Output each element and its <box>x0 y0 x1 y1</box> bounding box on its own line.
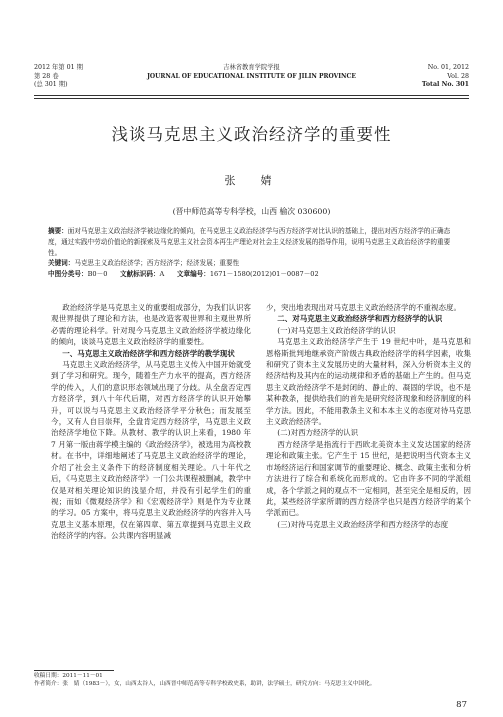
abstract-text: 面对马克思主义政治经济学被边缘化的倾向，在马克思主义政治经济学与西方经济学对比认识的基础上，提出对西方经济学的正确态度，通过实践中劳动价值论的新探索及马克思主义社会资本再生产理论对社会主义经济发展的指导作用，说明马克思主义政治经济学的重要性。 <box>48 227 451 257</box>
section-heading-1: 一、马克思主义政治经济学和西方经济学的教学现状 <box>62 348 235 358</box>
volume-line: 第 28 卷 <box>34 72 59 80</box>
page-number: 87 <box>456 700 467 710</box>
body-column-right <box>266 302 471 530</box>
author-name: 张 婧 <box>224 174 279 187</box>
issue-number-en: No. 01, 2012 <box>427 64 469 71</box>
article-no-label: 文章编号： <box>176 270 210 279</box>
body-column-left <box>51 302 251 542</box>
doc-code-value: A <box>159 270 165 279</box>
clc-value: B0－0 <box>87 270 108 279</box>
continued-paragraph: 少，突出地表现出对马克思主义政治经济学的不重视态度。 <box>266 303 461 312</box>
issue-info-en <box>422 64 469 90</box>
section-heading-2: 二、对马克思主义政治经济学和西方经济学的认识 <box>277 314 443 324</box>
total-issue-line: (总 301 期) <box>34 81 68 88</box>
running-header <box>34 64 469 94</box>
author-affiliation: (晋中师范高等专科学校，山西 榆次 030600) <box>172 207 331 216</box>
journal-name-cn: 吉林省教育学院学报 <box>223 64 280 71</box>
journal-name-en: JOURNAL OF EDUCATIONAL INSTITUTE OF JILIN PROVINCE <box>147 72 356 80</box>
keywords-text: 马克思主义政治经济学；西方经济学；经济发展；重要性 <box>74 259 240 268</box>
abstract-block <box>48 226 457 280</box>
intro-paragraph: 政治经济学是马克思主义的重要组成部分，为我们认识客观世界提供了理论和方法，也是改造客观世界和主观世界所必需的理论科学。针对现今马克思主义政治经济学被边缘化的倾向，谈谈马克思主义政治经济学的重要性。 <box>51 303 251 347</box>
issue-year-line: 2012 年第 01 期 <box>34 64 83 71</box>
article-title: 浅谈马克思主义政治经济学的重要性 <box>111 125 392 144</box>
doc-code-label: 文献标识码： <box>119 270 160 279</box>
total-number-en: Total No. 301 <box>421 81 469 88</box>
keywords <box>48 258 457 269</box>
subsection-1-paragraph: 马克思主义政治经济学产生于 19 世纪中叶，是马克思和恩格斯批判地继承资产阶级古典政治经济学的科学因素，收集和研究了资本主义发展历史的大量材料，深入分析资本主义的经济结构及其内在的运动规律和矛盾的基础上产生的。但马克思主义政治经济学不是封闭的、静止的、凝固的学说，也不是某种教条，提供给我们的首先是研究经济现象和经济制度的科学方法。因此，不能用教条主义和本本主义的态度对待马克思主义政治经济学。 <box>266 337 471 427</box>
subsection-2-paragraph: 西方经济学是指流行于西欧北美资本主义发达国家的经济理论和政策主张。它产生于 15 世纪，是把说明当代资本主义市场经济运行和国家调节的重要理论、概念、政策主张和分析方法进行了综合和系统化而形成的。它由许多不同的学派组成，各个学派之间的观点不一定相同，甚至完全是相反的，因此，某些经济学家所谓的西方经济学也只是西方经济学的某个学派而已。 <box>266 439 471 518</box>
subheading-1: (一)对马克思主义政治经济学的认识 <box>277 325 396 335</box>
article-no-value: 1671－1580(2012)01－0087－02 <box>209 270 319 279</box>
footnote <box>34 672 469 688</box>
clc-label: 中图分类号： <box>48 270 88 279</box>
journal-name <box>34 64 469 81</box>
subheading-3: (三)对待马克思主义政治经济学和西方经济学的态度 <box>277 519 449 529</box>
author-bio: 作者简介：张 婧（1983－），女，山西太谷人，山西晋中师范高等专科学校政史系，助讲，法学硕士，研究方向：马克思主义中国化。 <box>34 681 376 687</box>
header-rule-thin <box>34 98 469 99</box>
volume-en: Vol. 28 <box>447 72 469 80</box>
abstract <box>48 226 457 258</box>
abstract-label: 摘要： <box>48 227 68 235</box>
classification-line <box>48 269 457 280</box>
received-date: 收稿日期：2011－11－01 <box>34 673 103 679</box>
header-rule-thick <box>34 95 469 96</box>
footnote-rule <box>34 670 114 671</box>
subheading-2: (二)对西方经济学的认识 <box>277 428 359 438</box>
keywords-label: 关键词： <box>48 259 75 268</box>
section-1-paragraph: 马克思主义政治经济学，从马克思主义传入中国开始就受到了学习和研究。现今，随着生产力水平的提高，西方经济学的传入，人们的意识形态领域出现了分歧。从全盘否定西方经济学，到八十年代后期，对西方经济学的认识开始攀升，可以说与马克思主义政治经济学平分秋色；而发展至今，又有人自目崇拜，全盘肯定西方经济学，马克思主义政治经济学地位下降。从教材、教学的认识上来看，1980 年 7 月第一版由蒋学模主编的《政治经济学》，被选用为高校教材。在书中，详细地阐述了马克思主义政治经济学的理论，介绍了社会主义条件下的经济制度相关理论。八十年代之后，《马克思主义政治经济学》一门公共课程被删减，教学中仅是对相关理论知识的浅显介绍，并没有引起学生们的重视；而如《微观经济学》和《宏观经济学》则是作为专业课的学习。05 方案中，将马克思主义政治经济学的内容并入马克思主义基本原理，仅在第四章、第五章提到马克思主义政治经济学的内容。公共课内容明显减 <box>51 360 251 541</box>
